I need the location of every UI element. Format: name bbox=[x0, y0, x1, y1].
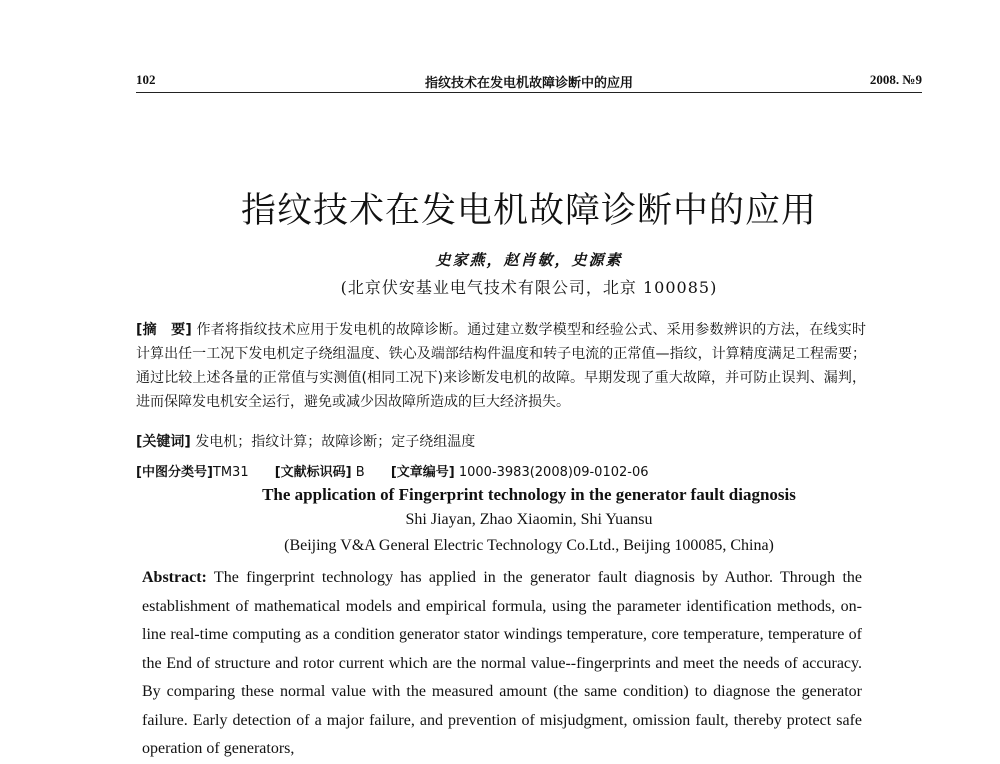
chinese-title: 指纹技术在发电机故障诊断中的应用 bbox=[240, 191, 817, 231]
english-abstract bbox=[142, 564, 862, 764]
classification-line bbox=[136, 461, 866, 485]
doc-code-label: [文献标识码] bbox=[274, 465, 352, 480]
keywords-label: [关键词] bbox=[136, 434, 191, 450]
chinese-keywords bbox=[136, 430, 866, 454]
class-label: [中图分类号] bbox=[136, 465, 213, 480]
chinese-abstract-label: [摘 要] bbox=[136, 322, 192, 338]
doc-code-value: B bbox=[355, 465, 365, 480]
issue-number: 2008. №9 bbox=[869, 72, 922, 87]
chinese-abstract-text: 作者将指纹技术应用于发电机的故障诊断。通过建立数学模型和经验公式、采用参数辨识的方法，在线实时计算出任一工况下发电机定子绕组温度、铁心及端部结构件温度和转子电流的正常值—指纹，计算精度满足工程需要；通过比较上述各量的正常值与实测值(相同工况下)来诊断发电机的故障。早期发现了重大故障，并可防止误判、漏判，进而保障发电机安全运行，避免或减少因故障所造成的巨大经济损失。 bbox=[136, 322, 866, 410]
article-number-value: 1000-3983(2008)09-0102-06 bbox=[458, 465, 649, 480]
article-number-label: [文章编号] bbox=[390, 465, 455, 480]
running-title: 指纹技术在发电机故障诊断中的应用 bbox=[424, 76, 633, 91]
class-value: TM31 bbox=[212, 465, 249, 480]
chinese-authors: 史家燕，赵肖敏，史源素 bbox=[435, 251, 623, 269]
english-abstract-text: The fingerprint technology has applied in the generator fault diagnosis by Author. Through the establishment of mathematical models and empirical formula, using the parameter identification methods, on-line real-time computing as a condition generator stator windings temperature, core temperature, temperature of the End of structure and rotor current which are the normal value--fingerprints and meet the needs of accuracy. By comparing these normal value with the measured amount (the same condition) to diagnose the generator failure. Early detection of a major failure, and prevention of misjudgment, omission fault, thereby protect safe operation of generators, bbox=[142, 569, 862, 757]
keywords-text: 发电机；指纹计算；故障诊断；定子绕组温度 bbox=[195, 434, 476, 450]
english-abstract-label: Abstract: bbox=[142, 569, 207, 586]
english-authors: Shi Jiayan, Zhao Xiaomin, Shi Yuansu bbox=[405, 511, 653, 528]
chinese-abstract bbox=[136, 318, 866, 414]
english-title: The application of Fingerprint technology in the generator fault diagnosis bbox=[262, 485, 796, 504]
page-number: 102 bbox=[136, 72, 156, 87]
running-header bbox=[136, 70, 922, 93]
english-affiliation: (Beijing V&A General Electric Technology Co.Ltd., Beijing 100085, China) bbox=[284, 537, 774, 554]
chinese-affiliation: (北京伏安基业电气技术有限公司，北京 100085) bbox=[340, 278, 718, 297]
